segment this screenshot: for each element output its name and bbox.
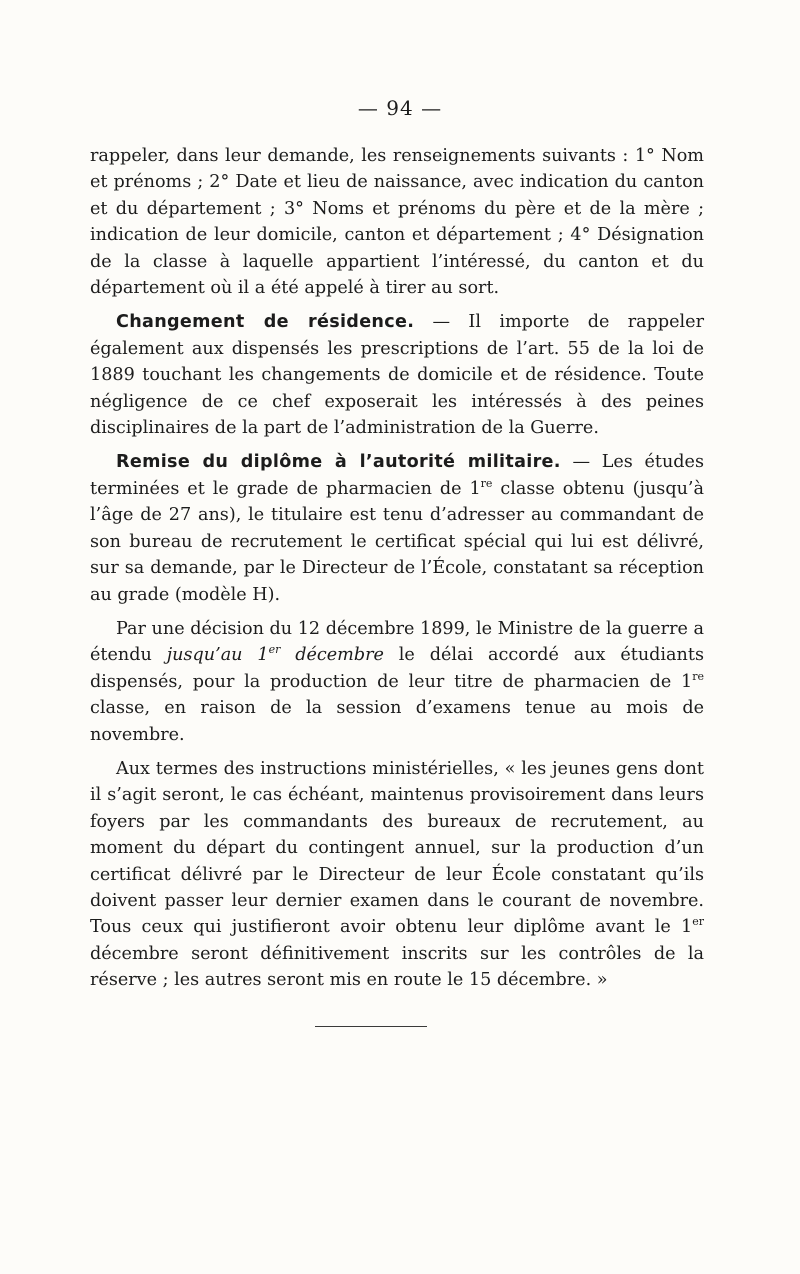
section-body-diploma-a: — Les études terminées et le grade de pharmacien de 1 — [90, 452, 704, 499]
decision-emphasis — [167, 645, 384, 665]
decision-text-c: classe, en raison de la session d’examens tenue au mois de novembre. — [90, 698, 704, 745]
decision-emphasis-a: jusqu’au 1 — [166, 645, 269, 666]
section-body-residence: — Il importe de rappeler également aux dispensés les prescriptions de l’art. 55 de la loi de 1889 touchant les changements de domicile et de résidence. Toute négligence de ce chef exposerait les intéressés à des peines disciplinaires de la part de l’administration de la Guerre. — [90, 312, 704, 439]
instructions-text-a: Aux termes des instructions ministérielles, « les jeunes gens dont il s’agit seront, le cas échéant, maintenus provisoirement dans leurs foyers par les commandants des bureaux de recrutement, au moment du départ du contingent annuel, sur la production d’un certificat délivré par le Directeur de leur École constatant qu’ils doivent passer leur dernier examen dans le courant de novembre. Tous ceux qui justifieront avoir obtenu leur diplôme avant le 1 — [90, 758, 704, 938]
superscript-er-2: er — [692, 915, 704, 929]
page-number: — 94 — — [357, 96, 443, 120]
paragraph-diploma-submission — [90, 449, 704, 607]
superscript-er: er — [268, 643, 281, 657]
paragraph-change-of-residence — [90, 309, 704, 441]
instructions-text-b: décembre seront définitivement inscrits sur les contrôles de la réserve ; les autres seront mis en route le 15 décembre. » — [90, 943, 704, 991]
paragraph-continuation: rappeler, dans leur demande, les renseignements suivants : 1° Nom et prénoms ; 2° Date et lieu de naissance, avec indication du canton et du département ; 3° Noms et prénoms du père et de la mère ; indication de leur domicile, canton et département ; 4° Désignation de la classe à laquelle appartient l’intéressé, du canton et du département où il a été appelé à tirer au sort. — [90, 146, 704, 299]
section-heading-residence: Changement de résidence. — [116, 312, 415, 333]
section-heading-diploma: Remise du diplôme à l’autorité militaire. — [116, 452, 561, 473]
superscript-re-2: re — [692, 669, 704, 683]
decision-emphasis-b: décembre — [280, 645, 384, 666]
decision-text-a: Par une décision du 12 décembre 1899, le Ministre de la guerre a étendu — [90, 618, 704, 666]
decision-text-b: le délai accordé aux étudiants dispensés, pour la production de leur titre de pharmacien de 1 — [90, 645, 704, 692]
section-body-diploma-b: classe obtenu (jusqu’à l’âge de 27 ans), le titulaire est tenu d’adresser au commandant de son bureau de recrutement le certificat spécial qui lui est délivré, sur sa demande, par le Directeur de l’École, constatant sa réception au grade (modèle H). — [90, 478, 705, 605]
paragraph-ministerial-instructions — [90, 756, 704, 994]
body-text — [90, 143, 704, 1002]
paragraph-ministerial-decision — [90, 616, 704, 748]
superscript-re: re — [480, 477, 493, 491]
end-of-section-rule — [315, 1026, 427, 1027]
